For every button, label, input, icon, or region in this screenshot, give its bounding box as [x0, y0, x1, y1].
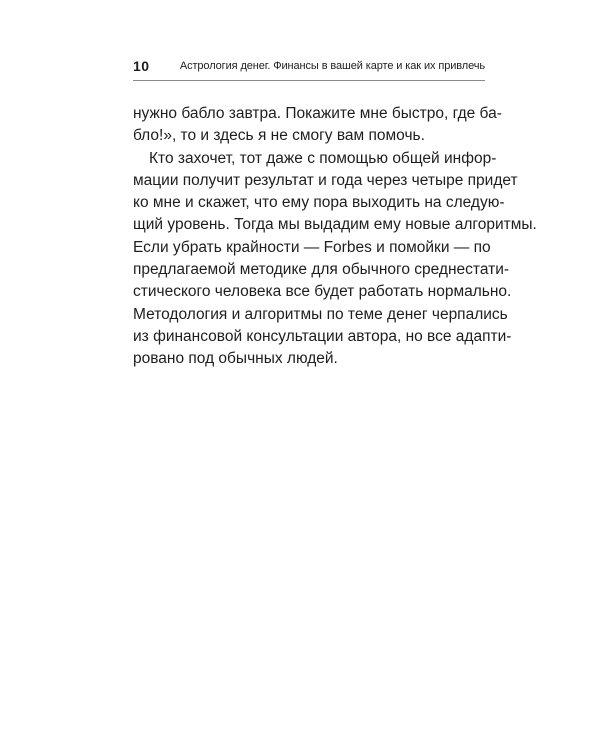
- running-title: Астрология денег. Финансы в вашей карте и как их привлечь: [179, 60, 485, 72]
- running-header: [133, 58, 485, 78]
- text-line: Если убрать крайности — Forbes и помойки — по: [133, 238, 491, 256]
- text-line: ко мне и скажет, что ему пора выходить на следую-: [133, 194, 505, 212]
- text-line: предлагаемой методике для обычного среднестати-: [133, 261, 510, 279]
- paragraph-1: [133, 103, 502, 148]
- paragraph-2: [133, 148, 537, 371]
- text-line: стического человека все будет работать нормально.: [133, 283, 512, 301]
- text-line: Кто захочет, тот даже с помощью общей инфор-: [149, 149, 497, 167]
- header-divider: [133, 80, 485, 81]
- text-line: бло!», то и здесь я не смогу вам помочь.: [133, 127, 425, 145]
- text-line: Методология и алгоритмы по теме денег черпались: [133, 305, 508, 323]
- text-line: из финансовой консультации автора, но все адапти-: [133, 327, 512, 345]
- page-number: 10: [133, 58, 150, 74]
- text-line: нужно бабло завтра. Покажите мне быстро, где ба-: [133, 105, 502, 122]
- text-line: ровано под обычных людей.: [133, 350, 338, 368]
- text-line: мации получит результат и года через четыре придет: [133, 171, 518, 189]
- body-text: [133, 103, 537, 371]
- text-line: щий уровень. Тогда мы выдадим ему новые алгоритмы.: [133, 216, 537, 234]
